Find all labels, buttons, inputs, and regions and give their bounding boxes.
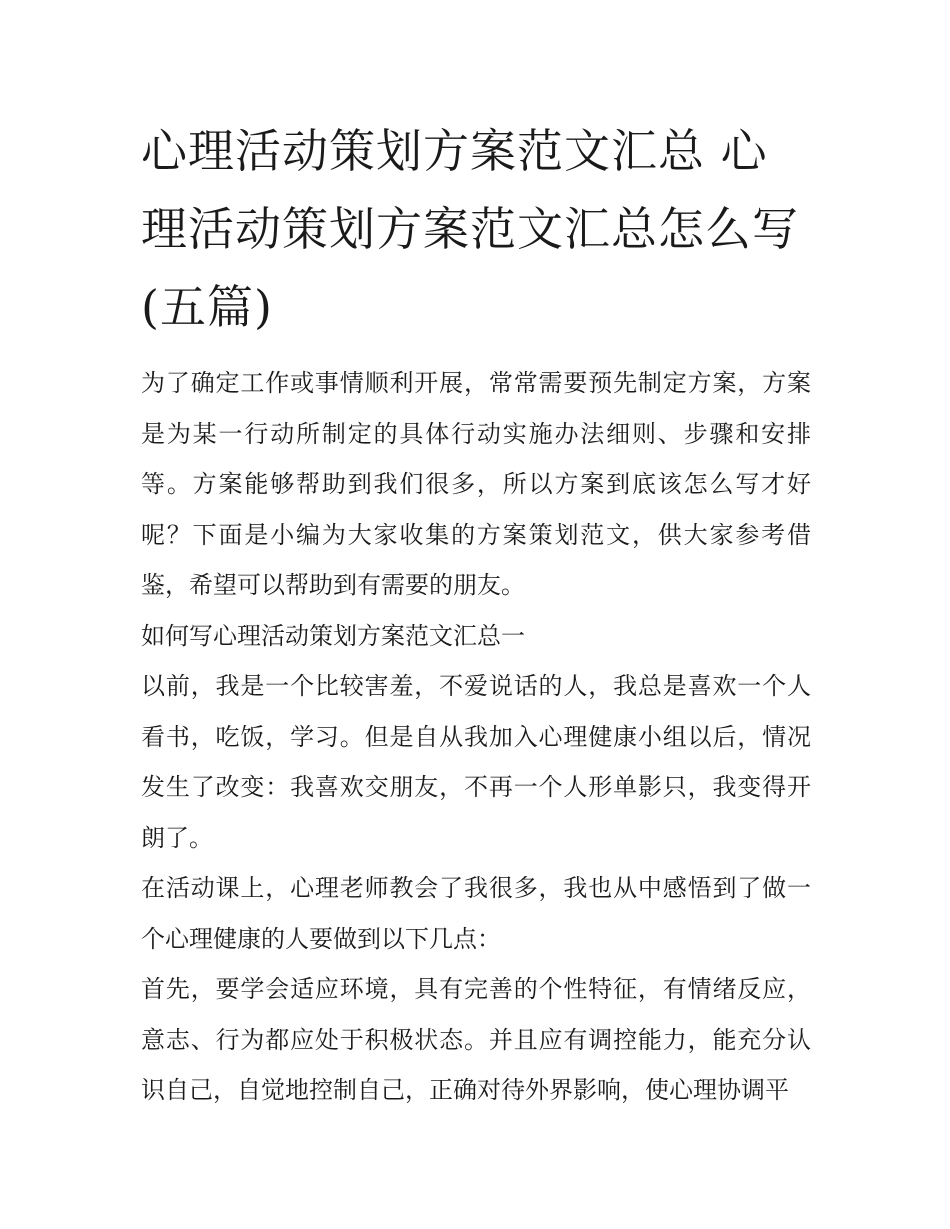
section-heading: 如何写心理活动策划方案范文汇总一 [141,621,525,650]
body-paragraph: 以前，我是一个比较害羞，不爱说话的人，我总是喜欢一个人看书，吃饭，学习。但是自从我加入心理健康小组以后，情况发生了改变：我喜欢交朋友，不再一个人形单影只，我变得开朗了。 [141,672,811,852]
document-page [141,112,811,1116]
body-paragraph: 首先，要学会适应环境，具有完善的个性特征，有情绪反应，意志、行为都应处于积极状态。并且应有调控能力，能充分认识自己，自觉地控制自己，正确对待外界影响，使心理协调平 [141,975,811,1104]
body-paragraph: 在活动课上，心理老师教会了我很多，我也从中感悟到了做一个心理健康的人要做到以下几点： [141,874,811,953]
intro-paragraph: 为了确定工作或事情顺利开展，常常需要预先制定方案，方案是为某一行动所制定的具体行动实施办法细则、步骤和安排等。方案能够帮助到我们很多，所以方案到底该怎么写才好呢？下面是小编为大家收集的方案策划范文，供大家参考借鉴，希望可以帮助到有需要的朋友。 [141,369,811,599]
document-title: 心理活动策划方案范文汇总 心理活动策划方案范文汇总怎么写(五篇) [141,124,799,334]
